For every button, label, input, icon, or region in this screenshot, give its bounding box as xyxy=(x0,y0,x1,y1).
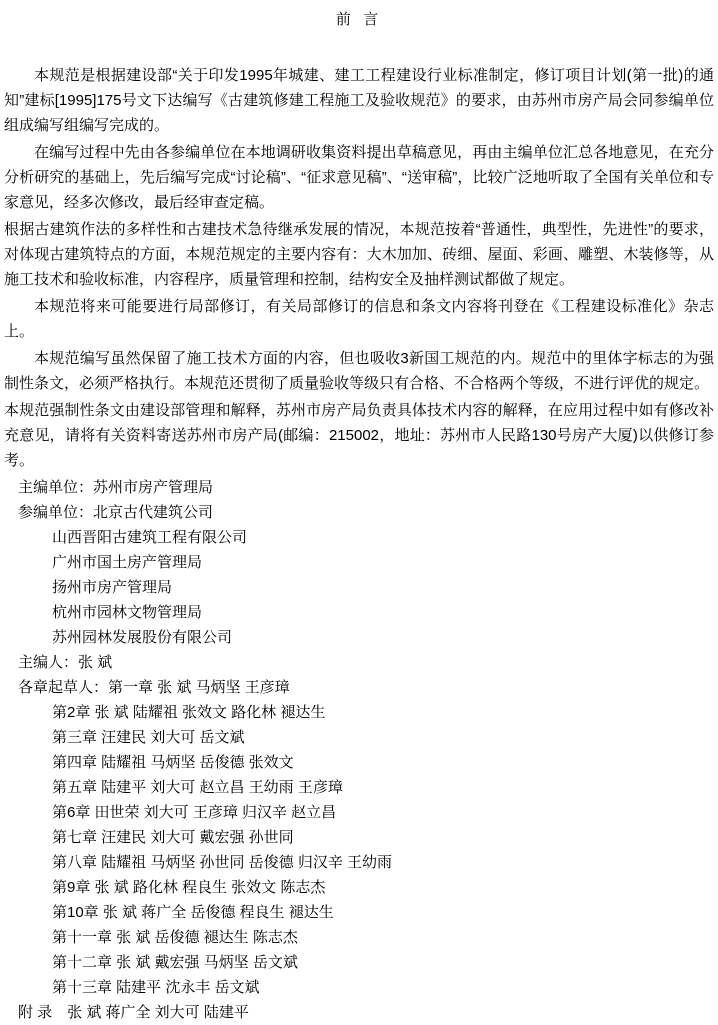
paragraph: 本规范编写虽然保留了施工技术方面的内容，但也吸收3新国工规范的内。规范中的里体字标志的为强制性条文，必须严格执行。本规范还贯彻了质量验收等级只有合格、不合格两个等级，不进行评优的规定。 xyxy=(4,350,714,392)
credit-line: 第五章 陆建平 刘大可 赵立昌 王幼雨 王彦璋 xyxy=(52,779,343,796)
credit-line: 参编单位：北京古代建筑公司 xyxy=(18,504,214,521)
credit-line: 第十二章 张 斌 戴宏强 马炳坚 岳文斌 xyxy=(52,954,298,971)
preface-body xyxy=(0,63,718,473)
credit-line: 各章起草人：第一章 张 斌 马炳坚 王彦璋 xyxy=(18,679,290,696)
credits-list xyxy=(0,475,718,1025)
paragraph: 本规范强制性条文由建设部管理和解释，苏州市房产局负责具体技术内容的解释，在应用过程中如有修改补充意见，请将有关资料寄送苏州市房产局(邮编：215002，地址：苏州市人民路130号房产大厦)以供修订参考。 xyxy=(4,402,714,469)
credit-line: 第七章 汪建民 刘大可 戴宏强 孙世同 xyxy=(52,829,294,846)
credit-line: 第四章 陆耀祖 马炳坚 岳俊德 张效文 xyxy=(52,754,294,771)
credit-line: 苏州园林发展股份有限公司 xyxy=(52,629,233,646)
credit-line: 第6章 田世荣 刘大可 王彦璋 归汉辛 赵立昌 xyxy=(52,804,337,821)
credit-line: 第10章 张 斌 蒋广全 岳俊德 程良生 褪达生 xyxy=(52,904,334,921)
credit-line: 第三章 汪建民 刘大可 岳文斌 xyxy=(52,729,245,746)
paragraph: 在编写过程中先由各参编单位在本地调研收集资料提出草稿意见，再由主编单位汇总各地意见，在充分分析研究的基础上，先后编写完成“讨论稿”、“征求意见稿”、“送审稿”，比较广泛地听取了全国有关单位和专家意见，经多次修改，最后经审查定稿。 xyxy=(4,144,714,211)
paragraph: 根据古建筑作法的多样性和古建技术急待继承发展的情况，本规范按着“普通性，典型性，先进性”的要求，对体现古建筑特点的方面，本规范规定的主要内容有：大木加加、砖细、屋面、彩画、雕塑、木装修等，从施工技术和验收标准，内容程序，质量管理和控制，结构安全及抽样测试都做了规定。 xyxy=(4,221,714,288)
credit-line: 主编人：张 斌 xyxy=(18,654,113,671)
paragraph: 本规范是根据建设部“关于印发1995年城建、建工工程建设行业标准制定，修订项目计划(第一批)的通知”建标[1995]175号文下达编写《古建筑修建工程施工及验收规范》的要求，由苏州市房产局会同参编单位组成编写组编写完成的。 xyxy=(4,67,714,134)
paragraph: 本规范将来可能要进行局部修订，有关局部修订的信息和条文内容将刊登在《工程建设标准化》杂志上。 xyxy=(4,298,714,340)
page-title: 前 言 xyxy=(335,11,383,28)
credit-line: 第9章 张 斌 路化林 程良生 张效文 陈志杰 xyxy=(52,879,326,896)
credit-line: 附 录 张 斌 蒋广全 刘大可 陆建平 xyxy=(18,1004,249,1021)
credit-line: 广州市国土房产管理局 xyxy=(52,554,203,571)
credit-line: 杭州市园林文物管理局 xyxy=(52,604,203,621)
credit-line: 第2章 张 斌 陆耀祖 张效文 路化林 褪达生 xyxy=(52,704,326,721)
credit-line: 第八章 陆耀祖 马炳坚 孙世同 岳俊德 归汉辛 王幼雨 xyxy=(52,854,393,871)
credit-line: 主编单位：苏州市房产管理局 xyxy=(18,479,214,496)
credit-line: 第十三章 陆建平 沈永丰 岳文斌 xyxy=(52,979,260,996)
credit-line: 山西晋阳古建筑工程有限公司 xyxy=(52,529,248,546)
credit-line: 扬州市房产管理局 xyxy=(52,579,173,596)
document-page xyxy=(0,8,718,1021)
credit-line: 第十一章 张 斌 岳俊德 褪达生 陈志杰 xyxy=(52,929,298,946)
